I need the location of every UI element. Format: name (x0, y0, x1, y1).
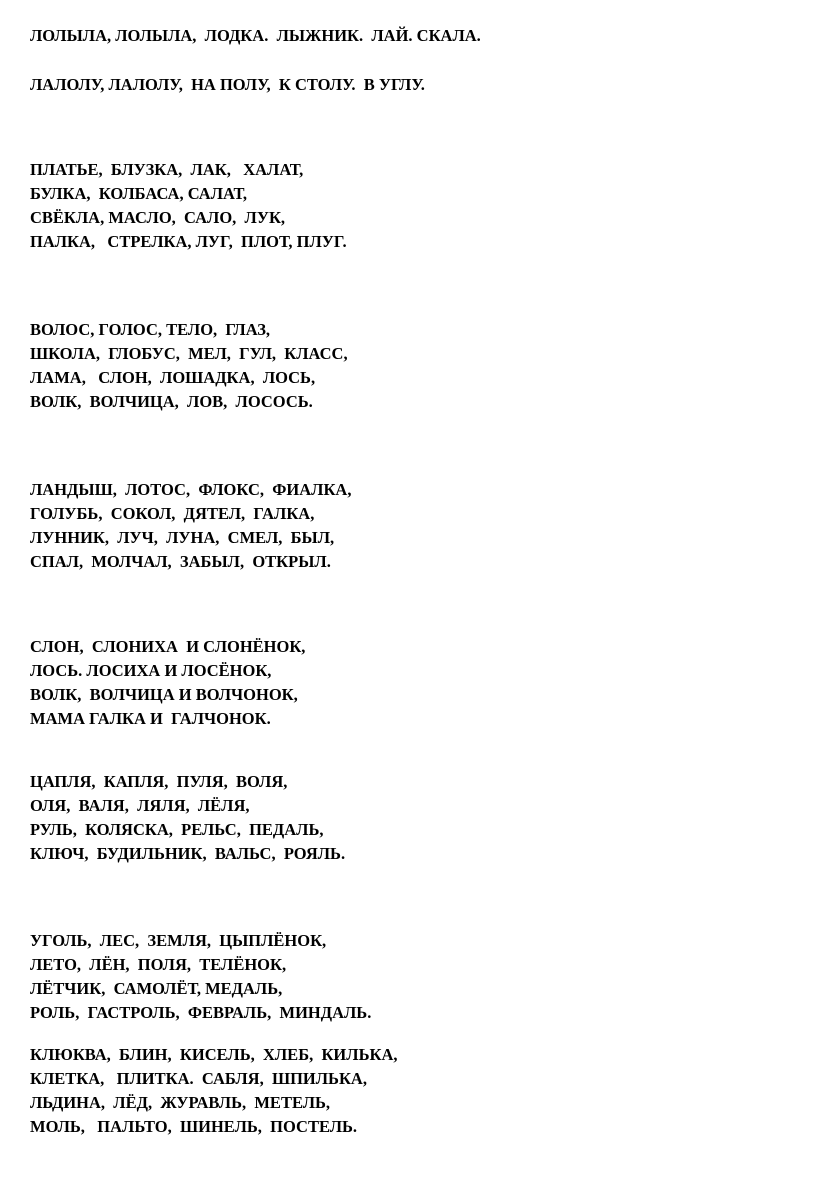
text-line: БУЛКА, КОЛБАСА, САЛАТ, (30, 184, 247, 203)
text-line: КЛЮКВА, БЛИН, КИСЕЛЬ, ХЛЕБ, КИЛЬКА, (30, 1045, 398, 1064)
text-line: ВОЛК, ВОЛЧИЦА, ЛОВ, ЛОСОСЬ. (30, 392, 313, 411)
text-line: ЦАПЛЯ, КАПЛЯ, ПУЛЯ, ВОЛЯ, (30, 772, 288, 791)
text-line: ЛОЛЫЛА, ЛОЛЫЛА, ЛОДКА. ЛЫЖНИК. ЛАЙ. СКАЛА. (30, 26, 481, 45)
text-line: СПАЛ, МОЛЧАЛ, ЗАБЫЛ, ОТКРЫЛ. (30, 552, 331, 571)
text-line: СВЁКЛА, МАСЛО, САЛО, ЛУК, (30, 208, 286, 227)
text-line: ПЛАТЬЕ, БЛУЗКА, ЛАК, ХАЛАТ, (30, 160, 304, 179)
text-line: ЛАМА, СЛОН, ЛОШАДКА, ЛОСЬ, (30, 368, 316, 387)
text-line: ЛАЛОЛУ, ЛАЛОЛУ, НА ПОЛУ, К СТОЛУ. В УГЛУ. (30, 75, 425, 94)
text-line: МАМА ГАЛКА И ГАЛЧОНОК. (30, 709, 271, 728)
text-line: ЛЁТЧИК, САМОЛЁТ, МЕДАЛЬ, (30, 979, 283, 998)
text-line: ВОЛОС, ГОЛОС, ТЕЛО, ГЛАЗ, (30, 320, 271, 339)
text-line: ЛОСЬ. ЛОСИХА И ЛОСЁНОК, (30, 661, 272, 680)
text-line: МОЛЬ, ПАЛЬТО, ШИНЕЛЬ, ПОСТЕЛЬ. (30, 1117, 358, 1136)
text-line: ЛЕТО, ЛЁН, ПОЛЯ, ТЕЛЁНОК, (30, 955, 287, 974)
text-line: КЛЕТКА, ПЛИТКА. САБЛЯ, ШПИЛЬКА, (30, 1069, 367, 1088)
text-line: УГОЛЬ, ЛЕС, ЗЕМЛЯ, ЦЫПЛЁНОК, (30, 931, 327, 950)
text-line: ЛАНДЫШ, ЛОТОС, ФЛОКС, ФИАЛКА, (30, 480, 352, 499)
text-line: ВОЛК, ВОЛЧИЦА И ВОЛЧОНОК, (30, 685, 298, 704)
text-line: РОЛЬ, ГАСТРОЛЬ, ФЕВРАЛЬ, МИНДАЛЬ. (30, 1003, 372, 1022)
text-line: СЛОН, СЛОНИХА И СЛОНЁНОК, (30, 637, 306, 656)
text-line: ГОЛУБЬ, СОКОЛ, ДЯТЕЛ, ГАЛКА, (30, 504, 315, 523)
text-line: КЛЮЧ, БУДИЛЬНИК, ВАЛЬС, РОЯЛЬ. (30, 844, 346, 863)
text-line: ПАЛКА, СТРЕЛКА, ЛУГ, ПЛОТ, ПЛУГ. (30, 232, 347, 251)
text-line: ОЛЯ, ВАЛЯ, ЛЯЛЯ, ЛЁЛЯ, (30, 796, 250, 815)
text-line: ЛЬДИНА, ЛЁД, ЖУРАВЛЬ, МЕТЕЛЬ, (30, 1093, 331, 1112)
text-line: ЛУННИК, ЛУЧ, ЛУНА, СМЕЛ, БЫЛ, (30, 528, 335, 547)
text-line: РУЛЬ, КОЛЯСКА, РЕЛЬС, ПЕДАЛЬ, (30, 820, 324, 839)
text-line: ШКОЛА, ГЛОБУС, МЕЛ, ГУЛ, КЛАСС, (30, 344, 348, 363)
